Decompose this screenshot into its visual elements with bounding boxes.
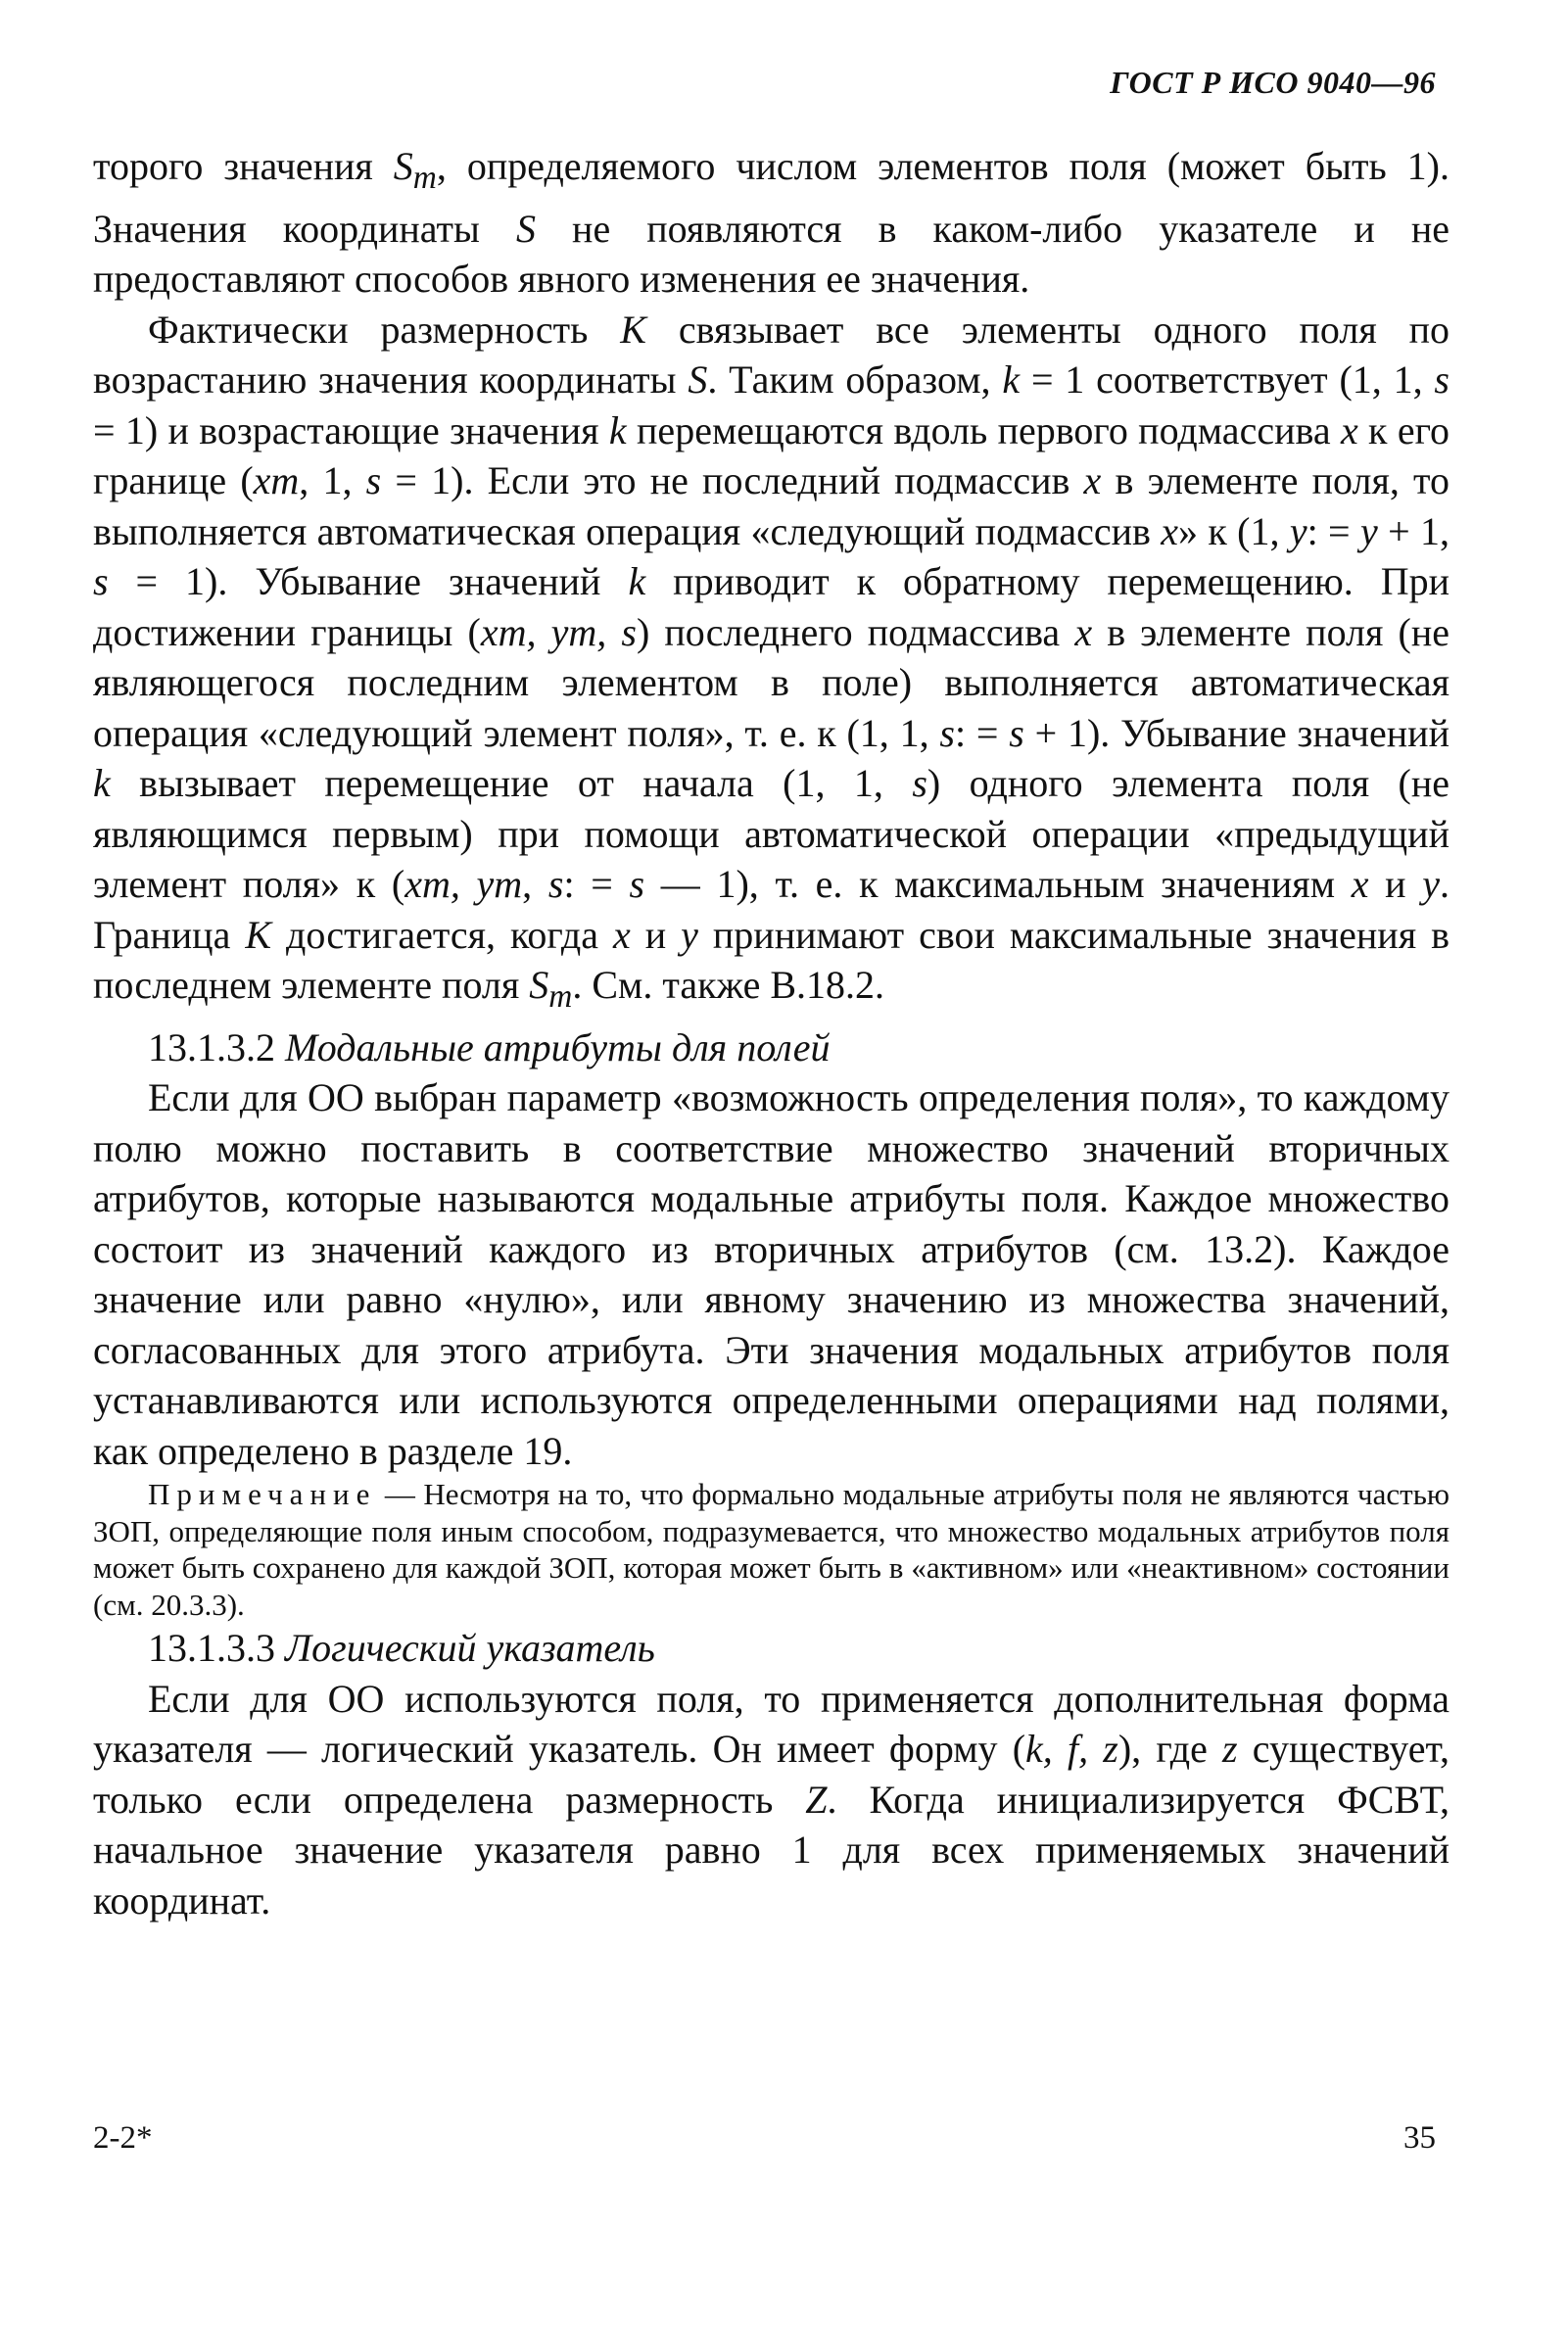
footer-signature-mark: 2-2* bbox=[93, 2120, 153, 2156]
standard-header: ГОСТ Р ИСО 9040—96 bbox=[1110, 65, 1436, 100]
note-paragraph: Примечание — Несмотря на то, что формально модальные атрибуты поля не являются частью ЗОП, определяющие поля иным способом, подразумевается, что множество модальных атрибутов поля может быть сохранено для каждой ЗОП, которая может быть в «активном» или «неактивном» состоянии (см. 20.3.3). bbox=[93, 1477, 1449, 1622]
paragraph-logical-pointer: Если для ОО используются поля, то применяется дополнительная форма указателя — логический указатель. Он имеет форму (k, f, z), где z существует, только если определена размерность Z. Когда инициализируется ФСВТ, начальное значение указателя равно 1 для всех применяемых значений координат. bbox=[93, 1676, 1449, 1923]
page-body bbox=[93, 141, 1449, 1925]
paragraph-dimension-k: Фактически размерность K связывает все элементы одного поля по возрастанию значения координаты S. Таким образом, k = 1 соответствует (1, 1, s = 1) и возрастающие значения k перемещаются вдоль первого подмассива x к его границе (xm, 1, s = 1). Если это не последний подмассив x в элементе поля, то выполняется автоматическая операция «следующий подмассив x» к (1, y: = y + 1, s = 1). Убывание значений k приводит к обратному перемещению. При достижении границы (xm, ym, s) последнего подмассива x в элементе поля (не являющегося последним элементом в поле) выполняется автоматическая операция «следующий элемент поля», т. е. к (1, 1, s: = s + 1). Убывание значений k вызывает перемещение от начала (1, 1, s) одного элемента поля (не являющимся первым) при помощи автоматической операции «предыдущий элемент поля» к (xm, ym, s: = s — 1), т. е. к максимальным значениям x и y. Граница K достигается, когда x и y принимают свои максимальные значения в последнем элементе поля $S_m$. См. также В.18.2. bbox=[93, 307, 1450, 1015]
note-label: Примечание bbox=[148, 1477, 377, 1511]
page-number: 35 bbox=[1403, 2120, 1436, 2156]
paragraph-modal-attributes: Если для ОО выбран параметр «возможность определения поля», то каждому полю можно поставить в соответствие множество значений вторичных атрибутов, которые называются модальные атрибуты поля. Каждое множество состоит из значений каждого из вторичных атрибутов (см. 13.2). Каждое значение или равно «нулю», или явному значению из множества значений, согласованных для этого атрибута. Эти значения модальных атрибутов поля устанавливаются или используются определенными операциями над полями, как определено в разделе 19. bbox=[93, 1075, 1449, 1473]
paragraph-continuation: торого значения $S_m$, определяемого числом элементов поля (может быть 1). Значения координаты S не появляются в каком-либо указателе и не предоставляют способов явного изменения ее значения. bbox=[93, 144, 1449, 301]
section-heading-13-1-3-2: 13.1.3.2 Модальные атрибуты для полей bbox=[148, 1024, 831, 1069]
section-heading-13-1-3-3: 13.1.3.3 Логический указатель bbox=[148, 1626, 655, 1670]
